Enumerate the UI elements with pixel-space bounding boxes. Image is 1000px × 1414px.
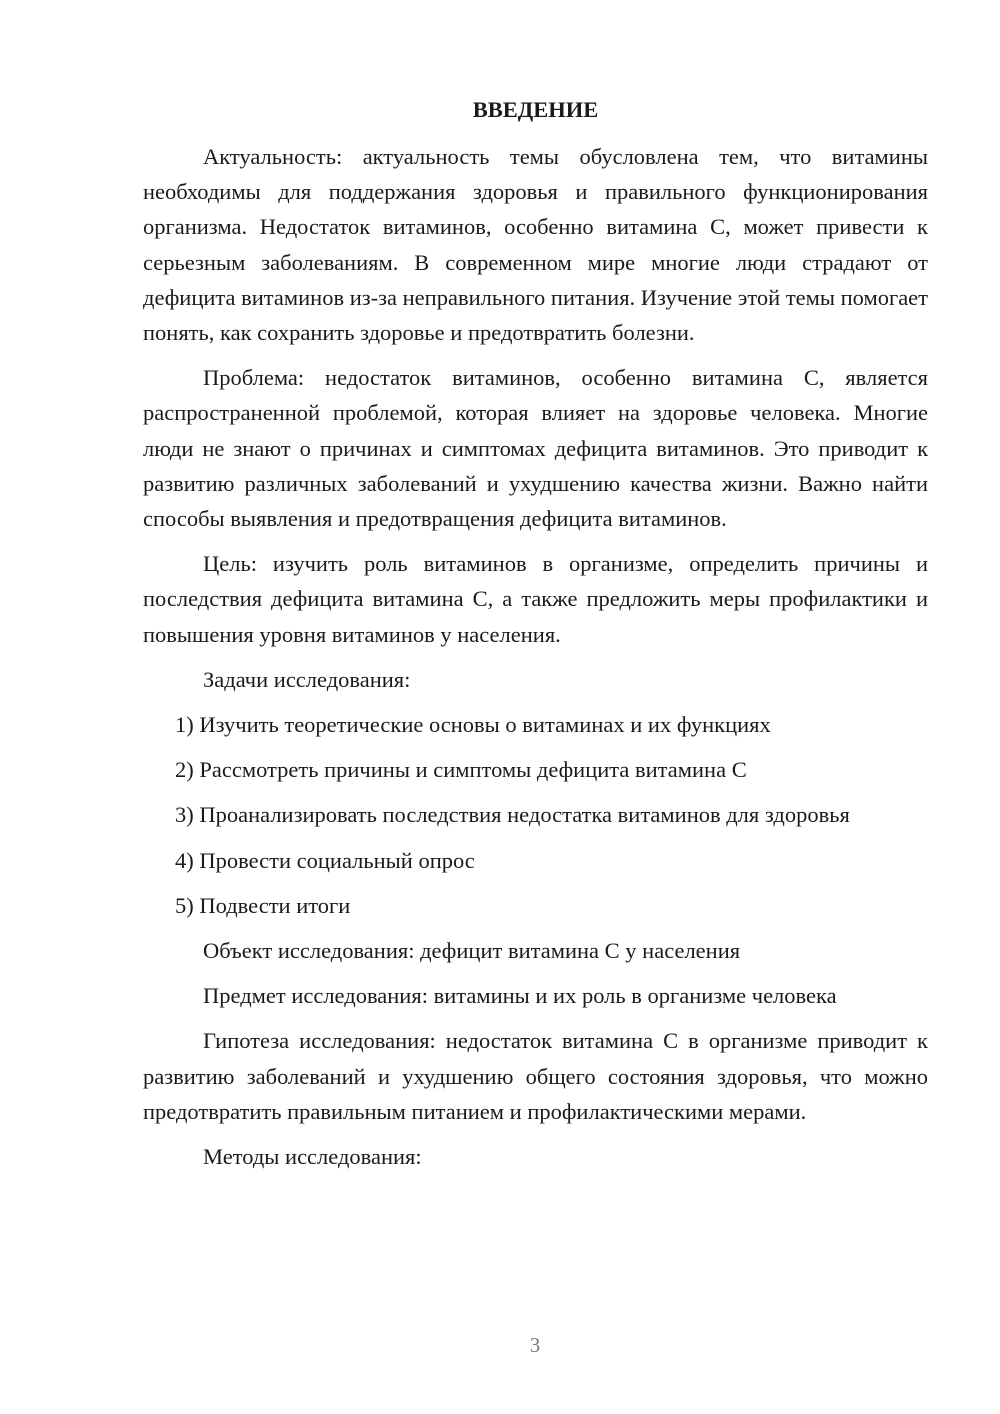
- object-paragraph: Объект исследования: дефицит витамина С у населения: [203, 938, 741, 964]
- task-item: 2) Рассмотреть причины и симптомы дефицита витамина С: [175, 757, 747, 783]
- subject-paragraph: Предмет исследования: витамины и их роль в организме человека: [203, 983, 837, 1009]
- task-item: 4) Провести социальный опрос: [175, 847, 475, 873]
- hypothesis-paragraph: Гипотеза исследования: недостаток витамина С в организме приводит к развитию заболеваний и ухудшению общего состояния здоровья, что можно предотвратить правильным питанием и профилактическими мерами.: [143, 1028, 928, 1124]
- task-item: 1) Изучить теоретические основы о витаминах и их функциях: [175, 712, 771, 738]
- tasks-heading: Задачи исследования:: [203, 666, 411, 692]
- document-page: [143, 92, 928, 1184]
- methods-heading: Методы исследования:: [203, 1144, 422, 1170]
- page-number: 3: [529, 1333, 541, 1357]
- problem-paragraph: Проблема: недостаток витаминов, особенно витамина С, является распространенной проблемой, которая влияет на здоровье человека. Многие люди не знают о причинах и симптомах дефицита витаминов. Это приводит к развитию различных заболеваний и ухудшению качества жизни. Важно найти способы выявления и предотвращения дефицита витаминов.: [143, 365, 928, 532]
- goal-paragraph: Цель: изучить роль витаминов в организме, определить причины и последствия дефицита витамина С, а также предложить меры профилактики и повышения уровня витаминов у населения.: [143, 551, 928, 647]
- relevance-paragraph: Актуальность: актуальность темы обусловлена тем, что витамины необходимы для поддержания здоровья и правильного функционирования организма. Недостаток витаминов, особенно витамина С, может привести к серьезным заболеваниям. В современном мире многие люди страдают от дефицита витаминов из-за неправильного питания. Изучение этой темы помогает понять, как сохранить здоровье и предотвратить болезни.: [143, 144, 928, 346]
- task-item: 3) Проанализировать последствия недостатка витаминов для здоровья: [175, 802, 850, 828]
- section-title: ВВЕДЕНИЕ: [472, 97, 599, 122]
- task-item: 5) Подвести итоги: [175, 892, 351, 918]
- tasks-list: [143, 707, 928, 923]
